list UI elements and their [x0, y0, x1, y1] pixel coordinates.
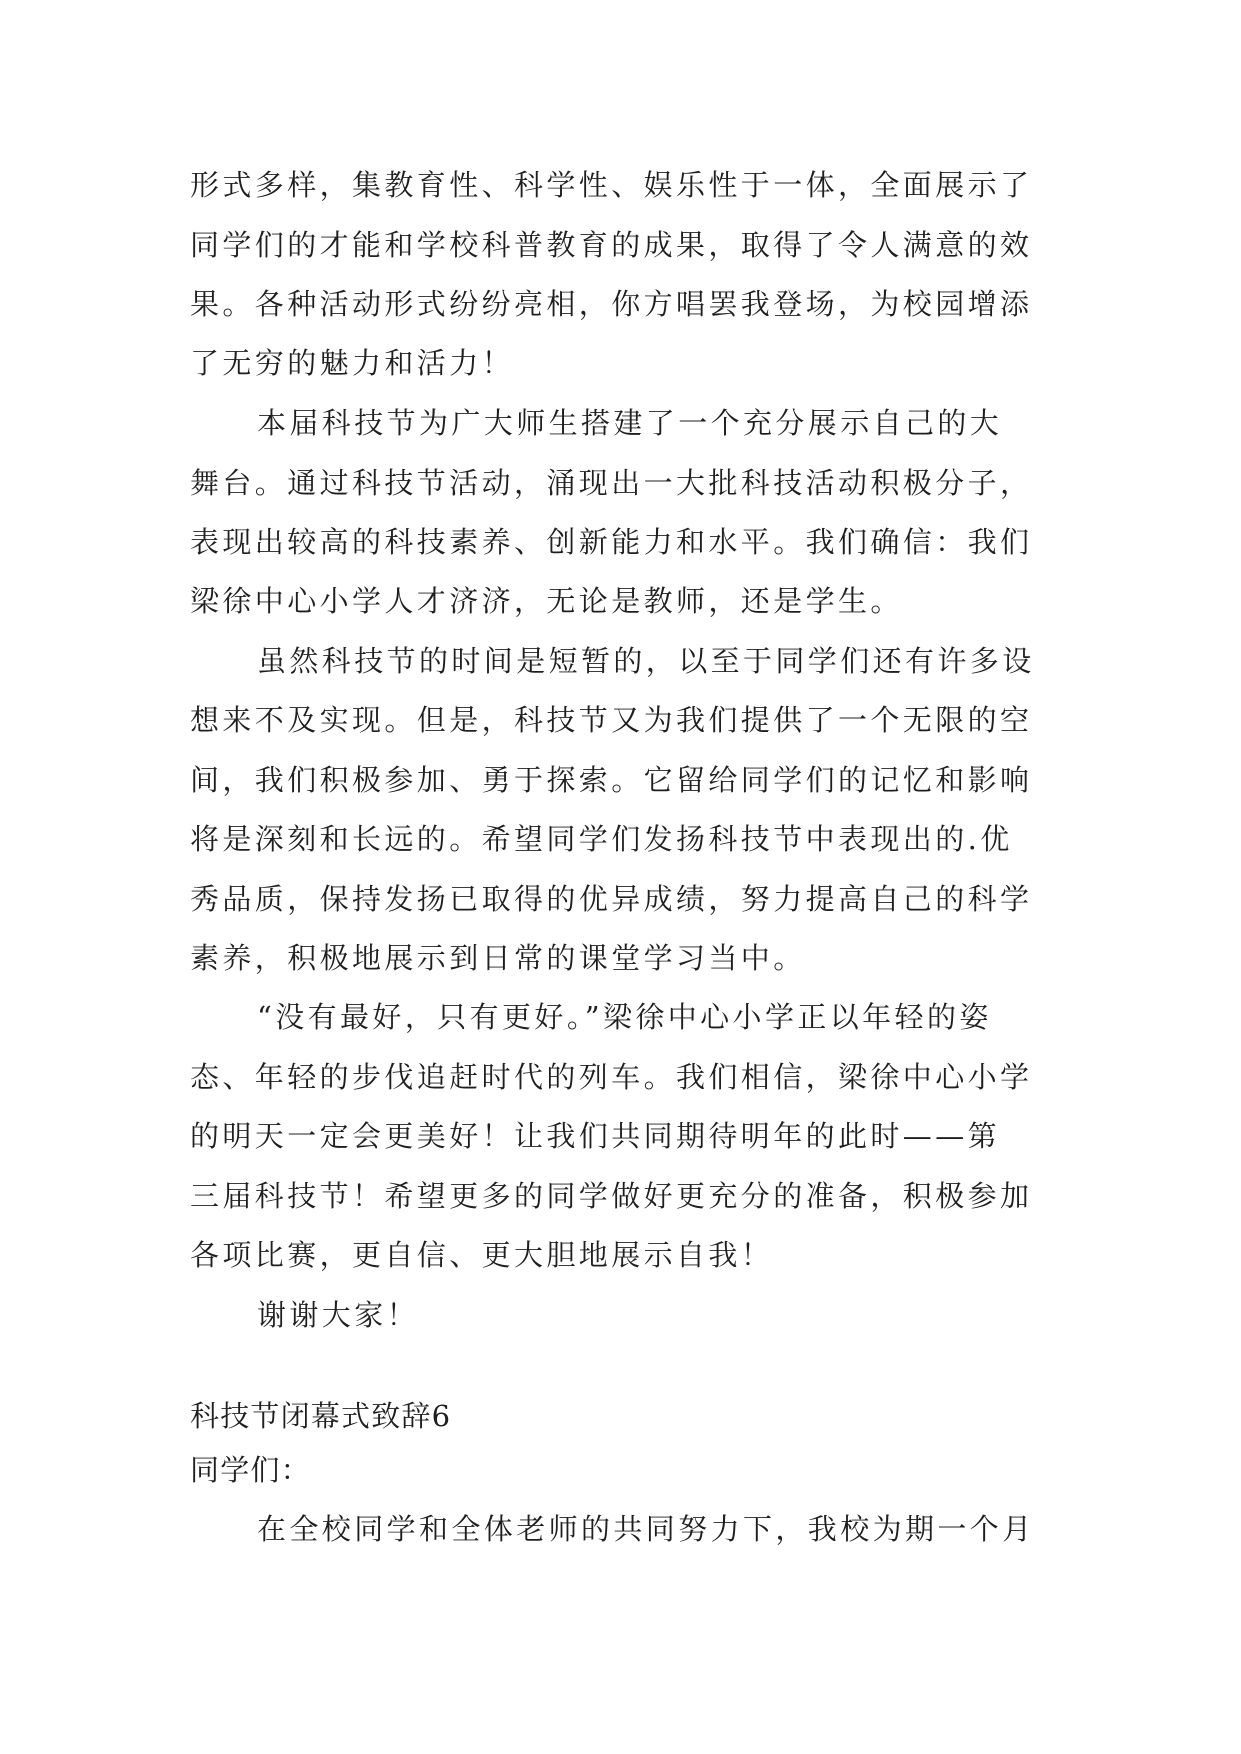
body-text-line: 果。各种活动形式纷纷亮相，你方唱罢我登场，为校园增添: [190, 287, 1033, 321]
body-text-line: 素养，积极地展示到日常的课堂学习当中。: [190, 941, 806, 975]
body-text-line: 梁徐中心小学人才济济，无论是教师，还是学生。: [190, 584, 903, 618]
section-title: 科技节闭幕式致辞6: [190, 1399, 452, 1433]
paragraph-start-line: 本届科技节为广大师生搭建了一个充分展示自己的大: [257, 406, 1003, 440]
body-text-line: 三届科技节！希望更多的同学做好更充分的准备，积极参加: [190, 1179, 1033, 1213]
salutation: 同学们：: [190, 1453, 311, 1487]
body-text-line: 表现出较高的科技素养、创新能力和水平。我们确信：我们: [190, 525, 1033, 559]
body-text-line: 形式多样，集教育性、科学性、娱乐性于一体，全面展示了: [190, 168, 1033, 202]
body-text-line: 态、年轻的步伐追赶时代的列车。我们相信，梁徐中心小学: [190, 1060, 1033, 1094]
body-text-line: 了无穷的魅力和活力！: [190, 346, 515, 380]
body-text-line: 想来不及实现。但是，科技节又为我们提供了一个无限的空: [190, 703, 1033, 737]
body-text-line: 同学们的才能和学校科普教育的成果，取得了令人满意的效: [190, 228, 1033, 262]
body-text-line: 将是深刻和长远的。希望同学们发扬科技节中表现出的.优: [190, 822, 1013, 856]
paragraph-start-line: 在全校同学和全体老师的共同努力下，我校为期一个月: [257, 1512, 1035, 1546]
body-text-line: 的明天一定会更美好！让我们共同期待明年的此时——第: [190, 1119, 1001, 1153]
body-text-line: 秀品质，保持发扬已取得的优异成绩，努力提高自己的科学: [190, 882, 1033, 916]
paragraph-start-line: 虽然科技节的时间是短暂的，以至于同学们还有许多设: [257, 644, 1035, 678]
closing-thanks: 谢谢大家！: [257, 1298, 420, 1332]
paragraph-start-line: “没有最好，只有更好。”梁徐中心小学正以年轻的姿: [257, 1000, 992, 1034]
body-text-line: 舞台。通过科技节活动，涌现出一大批科技活动积极分子，: [190, 466, 1033, 500]
body-text-line: 各项比赛，更自信、更大胆地展示自我！: [190, 1238, 774, 1272]
body-text-line: 间，我们积极参加、勇于探索。它留给同学们的记忆和影响: [190, 763, 1033, 797]
